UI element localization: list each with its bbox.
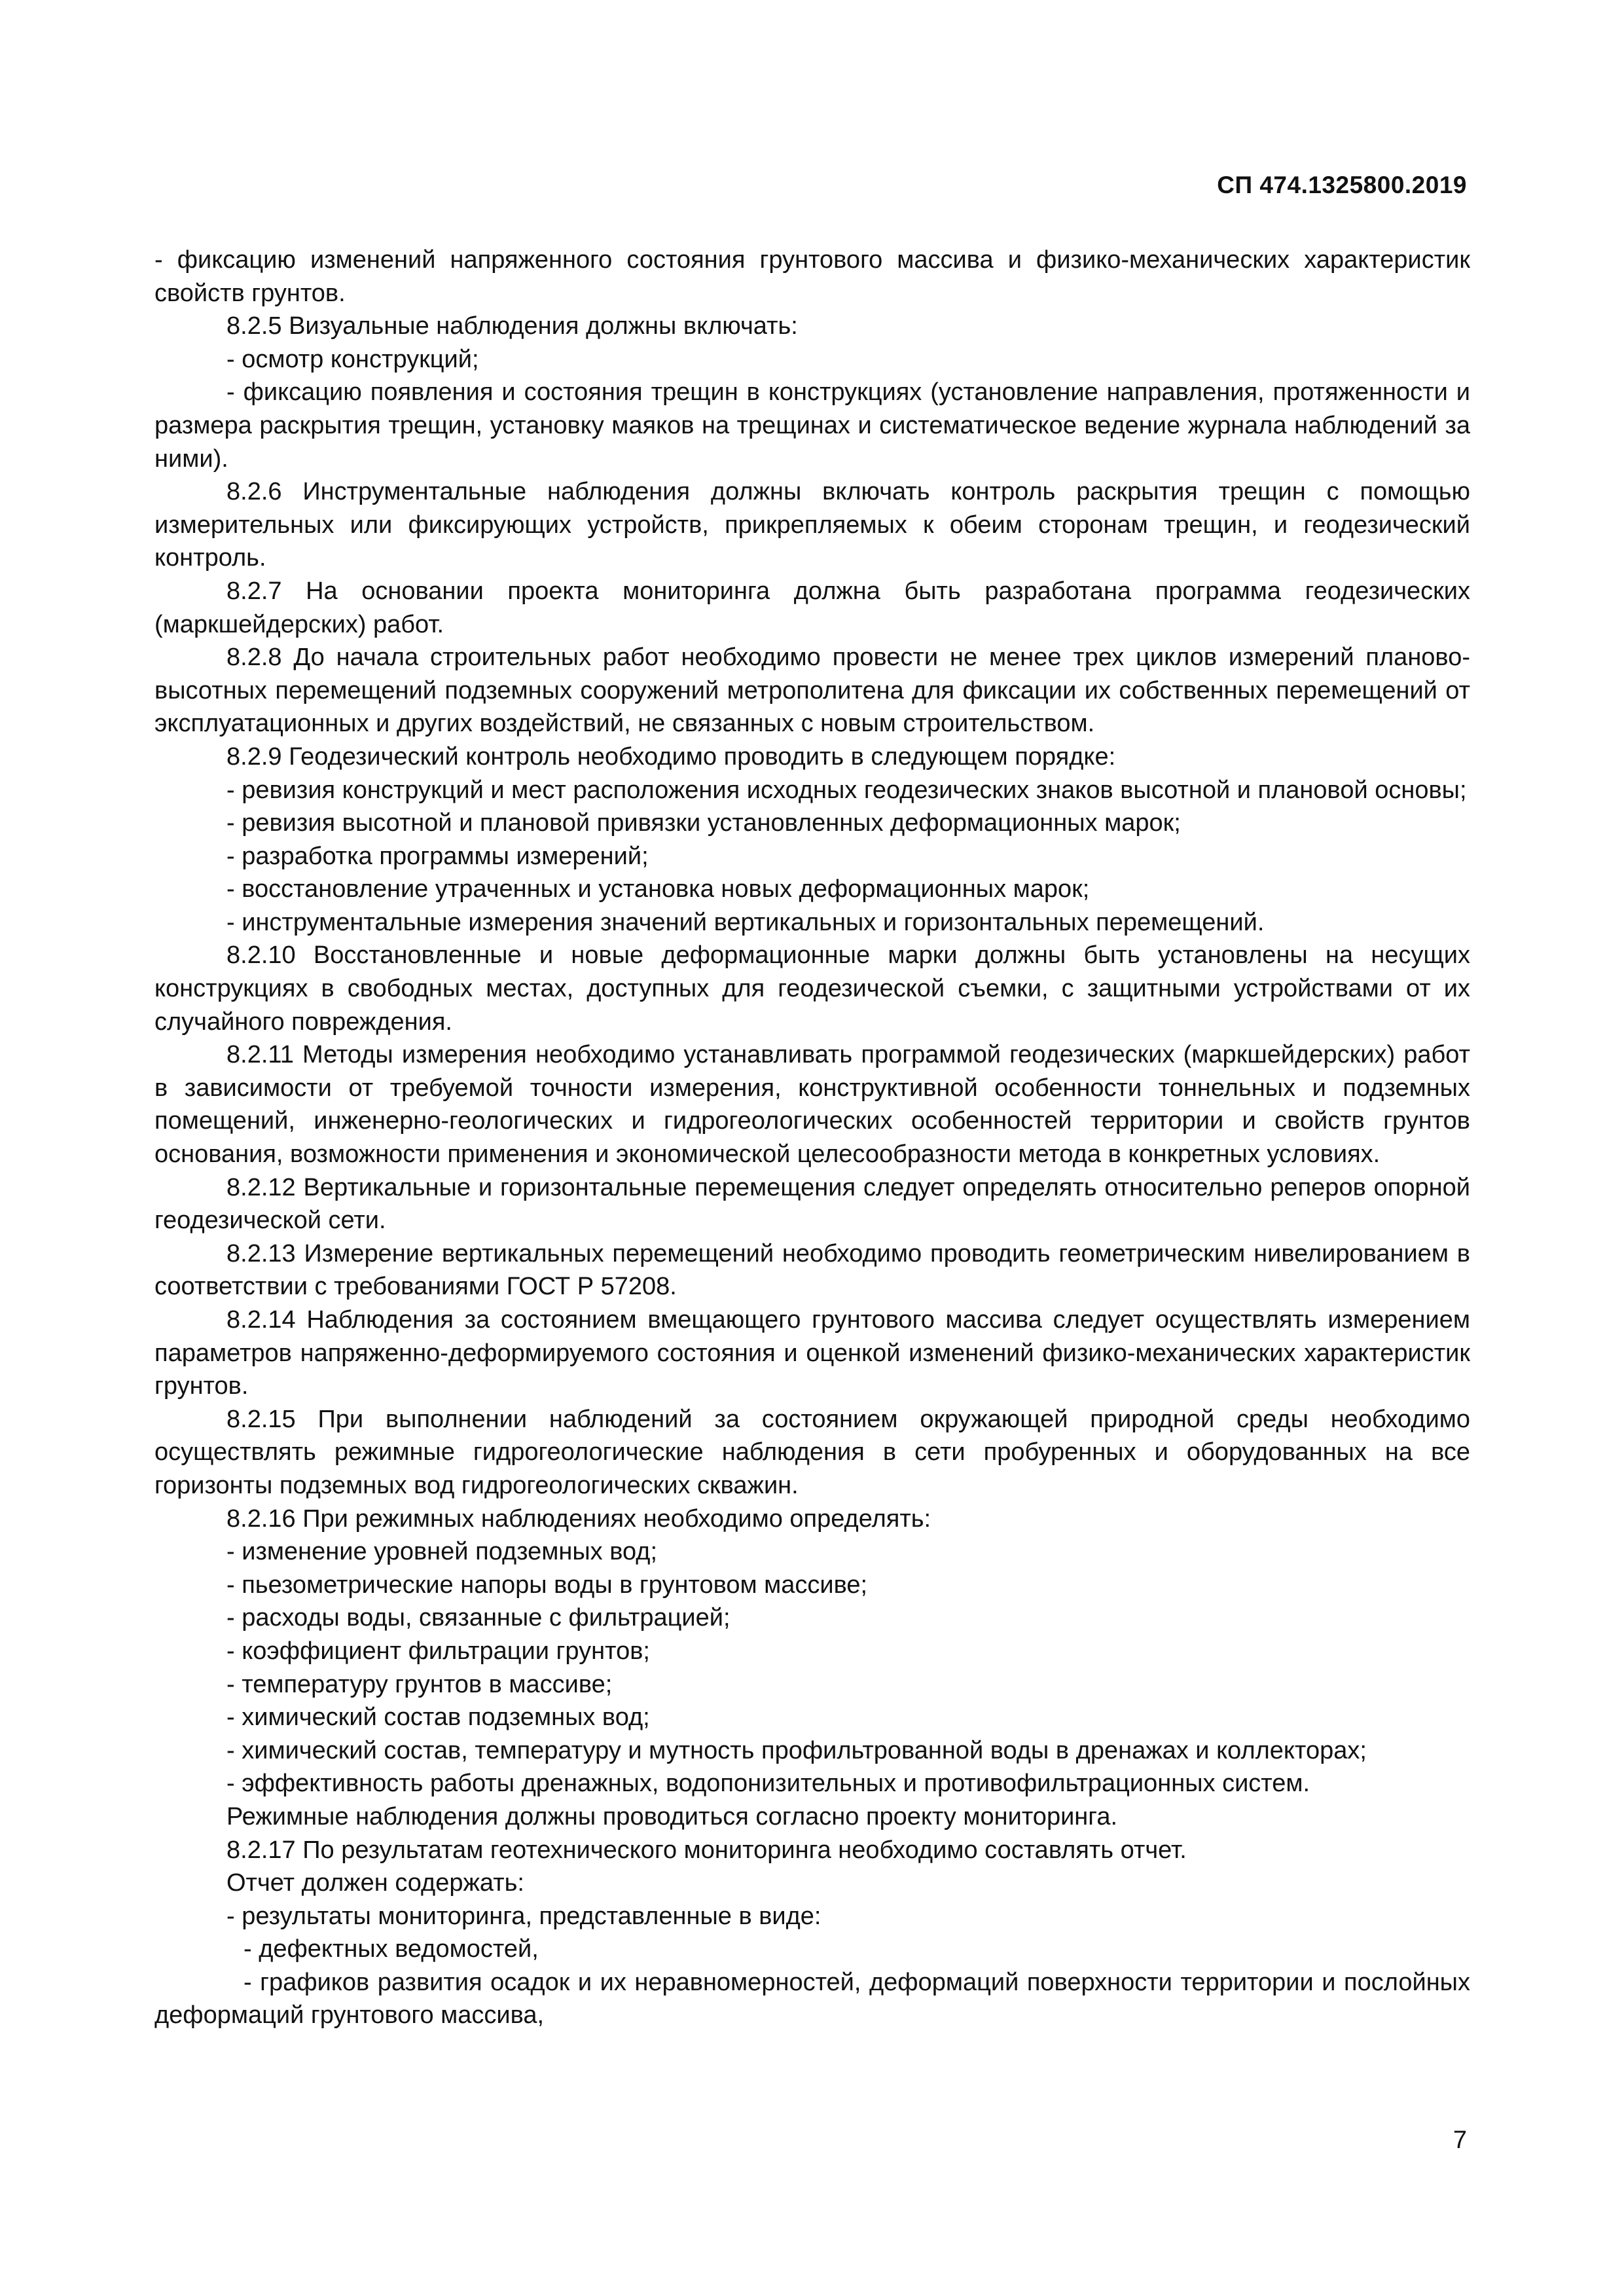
list-item: - результаты мониторинга, представленные в виде:: [226, 1902, 821, 1930]
paragraph: 8.2.9 Геодезический контроль необходимо проводить в следующем порядке:: [226, 742, 1116, 771]
paragraph: Режимные наблюдения должны проводиться согласно проекту мониторинга.: [226, 1802, 1118, 1831]
list-item: - инструментальные измерения значений вертикальных и горизонтальных перемещений.: [226, 908, 1265, 936]
list-item: - температуру грунтов в массиве;: [226, 1670, 613, 1698]
sub-list-item: - графиков развития осадок и их неравномерностей, деформаций поверхности территории и послойных деформаций грунтового массива,: [154, 1968, 1470, 2030]
list-item: - расходы воды, связанные с фильтрацией;: [226, 1604, 731, 1632]
list-item: - фиксацию появления и состояния трещин в конструкциях (установление направления, протяженности и размера раскрытия трещин, установку маяков на трещинах и систематическое ведение журнала наблюдений за ними).: [154, 378, 1470, 473]
list-item: - эффективность работы дренажных, водопонизительных и противофильтрационных систем.: [226, 1770, 1310, 1798]
list-item: - ревизия высотной и плановой привязки установленных деформационных марок;: [226, 809, 1181, 837]
list-item: - восстановление утраченных и установка новых деформационных марок;: [226, 875, 1090, 903]
page-number: 7: [1453, 2126, 1467, 2154]
list-item: - ревизия конструкций и мест расположения исходных геодезических знаков высотной и плановой основы;: [226, 776, 1467, 804]
paragraph: 8.2.5 Визуальные наблюдения должны включать:: [226, 312, 798, 340]
paragraph: 8.2.6 Инструментальные наблюдения должны включать контроль раскрытия трещин с помощью измерительных или фиксирующих устройств, прикрепляемых к обеим сторонам трещин, и геодезический контроль.: [154, 478, 1470, 572]
paragraph: 8.2.7 На основании проекта мониторинга должна быть разработана программа геодезических (маркшейдерских) работ.: [154, 577, 1470, 638]
sub-list-item: - дефектных ведомостей,: [244, 1935, 539, 1963]
paragraph: 8.2.10 Восстановленные и новые деформационные марки должны быть установлены на несущих конструкциях в свободных местах, доступных для геодезической съемки, с защитными устройствами от их случайного повреждения.: [154, 941, 1470, 1036]
document-code: СП 474.1325800.2019: [1217, 172, 1467, 198]
paragraph: Отчет должен содержать:: [226, 1869, 524, 1897]
list-item: - пьезометрические напоры воды в грунтовом массиве;: [226, 1571, 868, 1599]
document-body: [154, 244, 1470, 2032]
list-item: - коэффициент фильтрации грунтов;: [226, 1637, 650, 1665]
list-item: - химический состав, температуру и мутность профильтрованной воды в дренажах и коллекторах;: [226, 1736, 1367, 1764]
paragraph: 8.2.15 При выполнении наблюдений за состоянием окружающей природной среды необходимо осуществлять режимные гидрогеологические наблюдения в сети пробуренных и оборудованных на все горизонты подземных вод гидрогеологических скважин.: [154, 1405, 1470, 1499]
list-item: - разработка программы измерений;: [226, 842, 649, 870]
paragraph: 8.2.8 До начала строительных работ необходимо провести не менее трех циклов измерений планово-высотных перемещений подземных сооружений метрополитена для фиксации их собственных перемещений от эксплуатационных и других воздействий, не связанных с новым строительством.: [154, 644, 1470, 738]
paragraph: 8.2.11 Методы измерения необходимо устанавливать программой геодезических (маркшейдерских) работ в зависимости от требуемой точности измерения, конструктивной особенности тоннельных и подземных помещений, инженерно-геологических и гидрогеологических особенностей территории и свойств грунтов основания, возможности применения и экономической целесообразности метода в конкретных условиях.: [154, 1041, 1470, 1169]
paragraph: 8.2.17 По результатам геотехнического мониторинга необходимо составлять отчет.: [226, 1836, 1187, 1864]
paragraph: 8.2.14 Наблюдения за состоянием вмещающего грунтового массива следует осуществлять измерением параметров напряженно-деформируемого состояния и оценкой изменений физико-механических характеристик грунтов.: [154, 1306, 1470, 1400]
paragraph: - фиксацию изменений напряженного состояния грунтового массива и физико-механических характеристик свойств грунтов.: [154, 246, 1470, 307]
list-item: - изменение уровней подземных вод;: [226, 1538, 658, 1566]
list-item: - химический состав подземных вод;: [226, 1704, 650, 1732]
paragraph: 8.2.16 При режимных наблюдениях необходимо определять:: [226, 1504, 931, 1533]
list-item: - осмотр конструкций;: [226, 345, 479, 373]
paragraph: 8.2.13 Измерение вертикальных перемещений необходимо проводить геометрическим нивелированием в соответствии с требованиями ГОСТ Р 57208.: [154, 1239, 1470, 1301]
paragraph: 8.2.12 Вертикальные и горизонтальные перемещения следует определять относительно реперов опорной геодезической сети.: [154, 1173, 1470, 1235]
